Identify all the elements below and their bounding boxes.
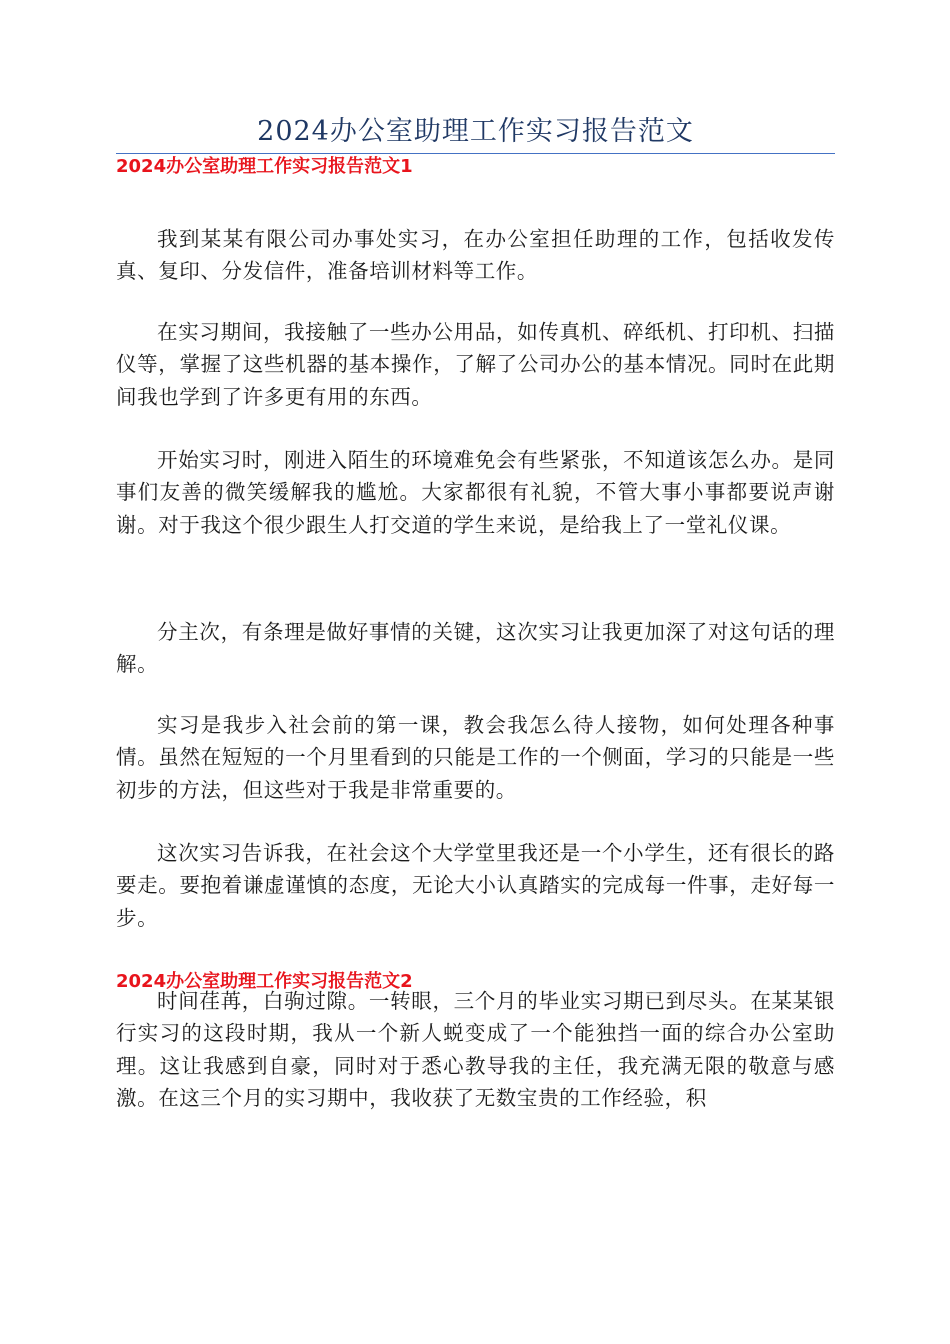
paragraph: 这次实习告诉我，在社会这个大学堂里我还是一个小学生，还有很长的路要走。要抱着谦虚谨慎的态度，无论大小认真踏实的完成每一件事，走好每一步。 — [116, 841, 835, 930]
document-title: 2024办公室助理工作实习报告范文 — [257, 116, 694, 147]
paragraph: 开始实习时，刚进入陌生的环境难免会有些紧张，不知道该怎么办。是同事们友善的微笑缓解我的尴尬。大家都很有礼貌，不管大事小事都要说声谢谢。对于我这个很少跟生人打交道的学生来说，是给我上了一堂礼仪课。 — [116, 448, 835, 537]
section-heading-2: 2024办公室助理工作实习报告范文2 — [116, 971, 413, 992]
paragraph: 时间荏苒，白驹过隙。一转眼，三个月的毕业实习期已到尽头。在某某银行实习的这段时期，我从一个新人蜕变成了一个能独挡一面的综合办公室助理。这让我感到自豪，同时对于悉心教导我的主任，我充满无限的敬意与感激。在这三个月的实习期中，我收获了无数宝贵的工作经验，积 — [116, 989, 835, 1110]
paragraph: 分主次，有条理是做好事情的关键，这次实习让我更加深了对这句话的理解。 — [116, 620, 835, 677]
section-heading-1: 2024办公室助理工作实习报告范文1 — [116, 156, 413, 177]
paragraph: 实习是我步入社会前的第一课，教会我怎么待人接物，如何处理各种事情。虽然在短短的一个月里看到的只能是工作的一个侧面，学习的只能是一些初步的方法，但这些对于我是非常重要的。 — [116, 713, 835, 802]
paragraph: 在实习期间，我接触了一些办公用品，如传真机、碎纸机、打印机、扫描仪等，掌握了这些机器的基本操作，了解了公司办公的基本情况。同时在此期间我也学到了许多更有用的东西。 — [116, 320, 835, 409]
paragraph: 我到某某有限公司办事处实习，在办公室担任助理的工作，包括收发传真、复印、分发信件，准备培训材料等工作。 — [116, 227, 835, 284]
